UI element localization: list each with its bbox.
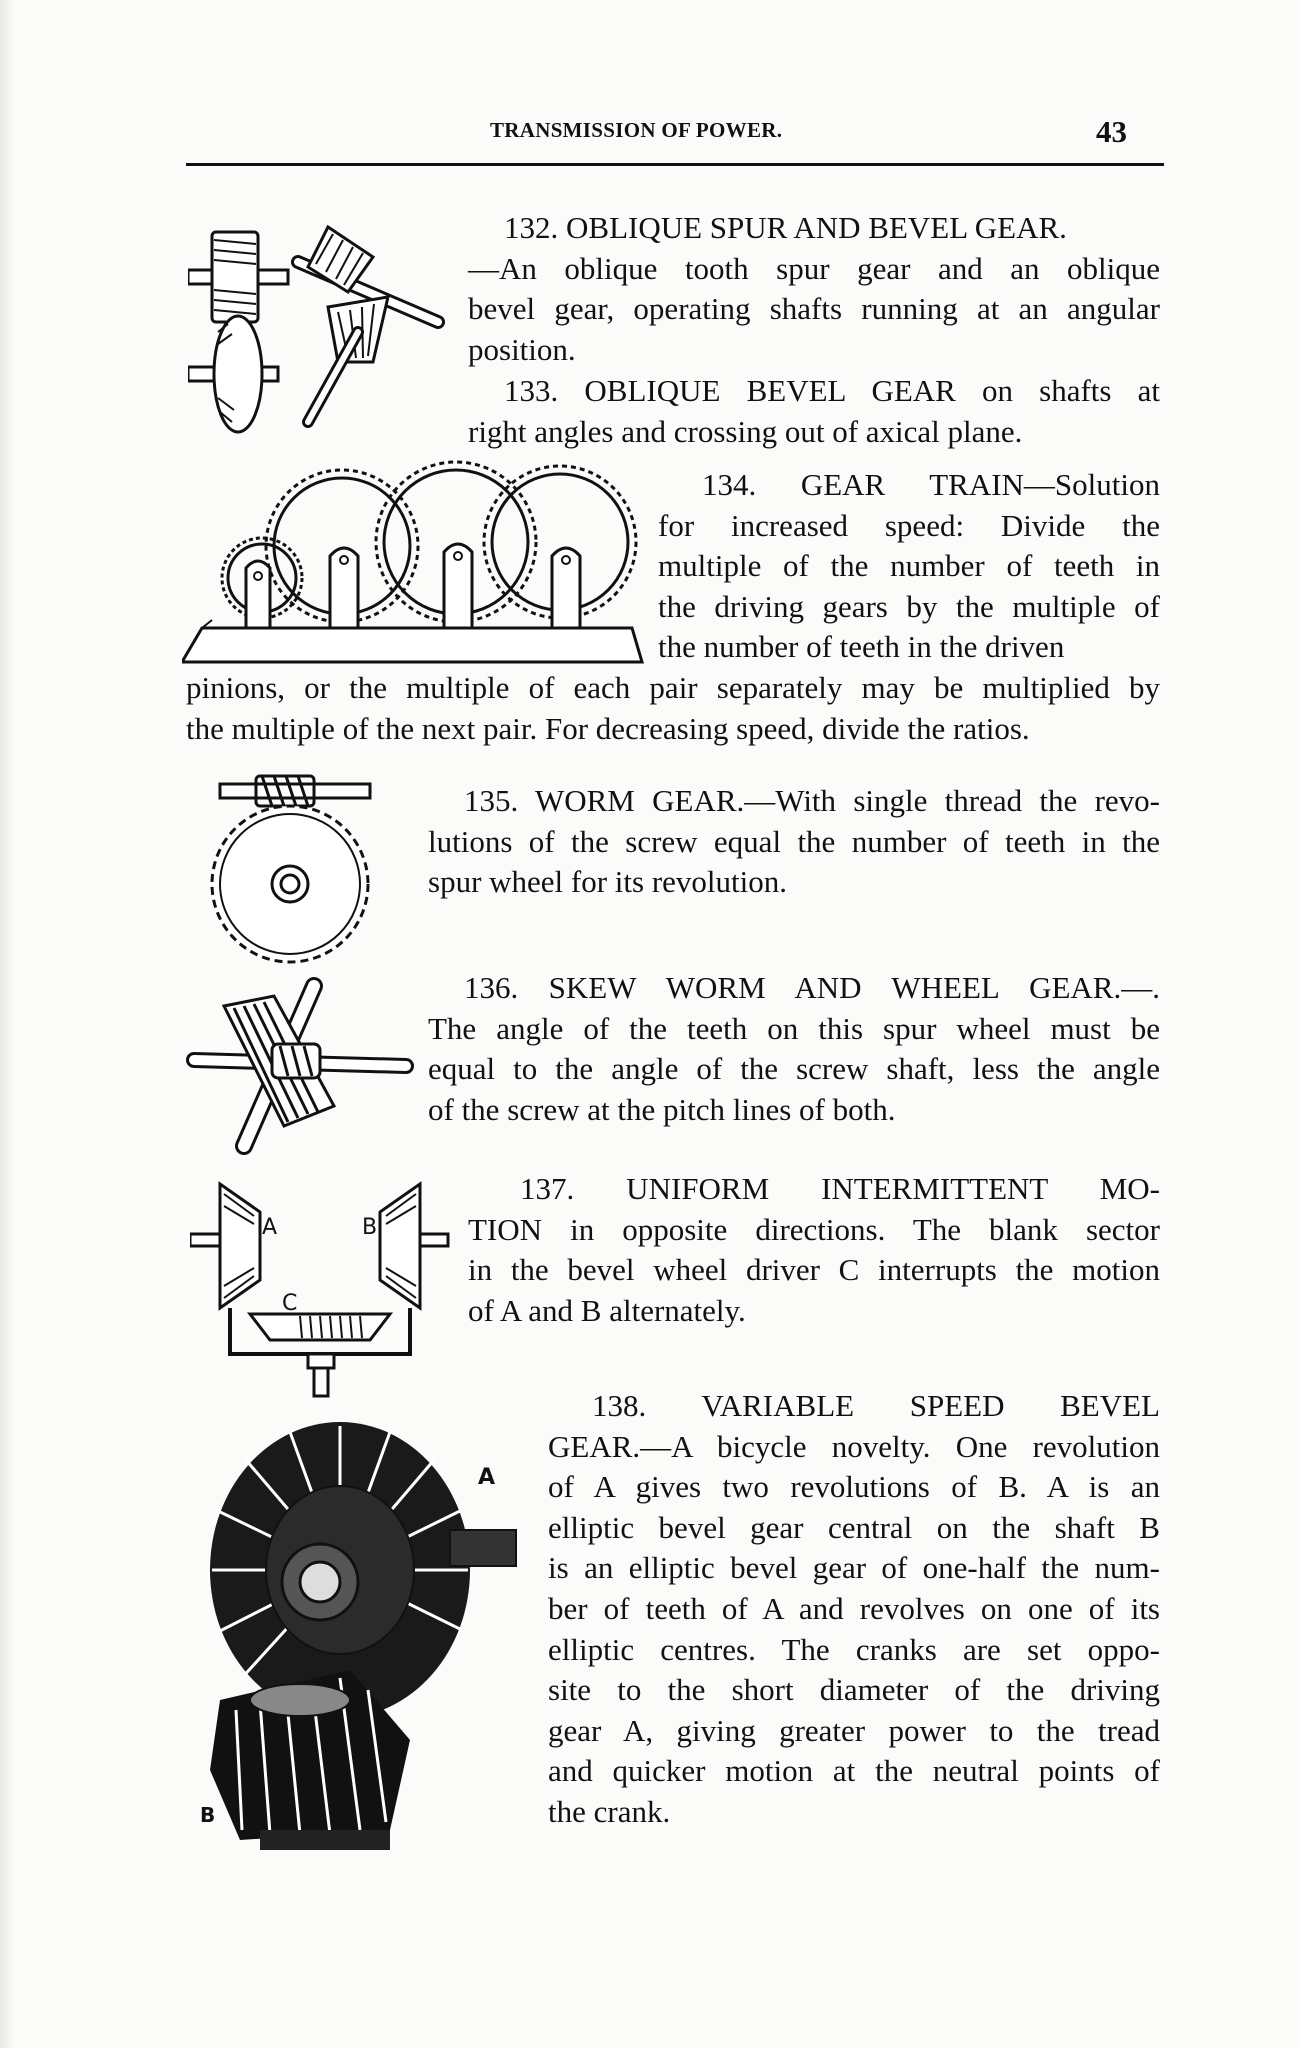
text-line: ber of teeth of A and revolves on one of its [548, 1590, 1160, 1626]
figure-label-a: A [478, 1465, 496, 1490]
page-edge-shadow [0, 0, 14, 2048]
figure-label-b: B [200, 1803, 216, 1827]
text-line: pinions, or the multiple of each pair separately may be multiplied by [186, 670, 1160, 705]
figure-label-a: A [262, 1215, 278, 1240]
text-line: equal to the angle of the screw shaft, less the angle [428, 1051, 1160, 1087]
text-line: GEAR.—A bicycle novelty. One revolution [548, 1428, 1160, 1464]
text-line: —An oblique tooth spur gear and an oblique [468, 250, 1160, 286]
figure-label-c: C [282, 1291, 298, 1316]
text-line: the crank. [548, 1793, 671, 1829]
text-line: 136. SKEW WORM AND WHEEL GEAR.—. [464, 970, 1160, 1005]
text-line: lutions of the screw equal the number of teeth in the [428, 823, 1160, 859]
text-line: bevel gear, operating shafts running at an angular [468, 291, 1160, 327]
text-line: in the bevel wheel driver C interrupts the motion [468, 1252, 1160, 1288]
figure-label-b: B [362, 1215, 378, 1240]
text-line: the number of teeth in the driven [658, 629, 1065, 665]
text-line: the multiple of the next pair. For decreasing speed, divide the ratios. [186, 710, 1030, 746]
section-132-text [468, 208, 1160, 370]
section-135-text [428, 781, 1160, 903]
text-line: of A gives two revolutions of B. A is an [548, 1469, 1160, 1505]
text-line: position. [468, 331, 576, 367]
text-line: and quicker motion at the neutral points of [548, 1753, 1160, 1789]
text-line: spur wheel for its revolution. [428, 864, 788, 900]
text-line: 133. OBLIQUE BEVEL GEAR on shafts at [504, 373, 1160, 408]
text-line: for increased speed: Divide the [658, 507, 1160, 543]
section-134-continuation [186, 668, 1160, 749]
skew-worm-gear-illustration [184, 976, 414, 1156]
text-line: multiple of the number of teeth in [658, 548, 1160, 584]
text-line: TION in opposite directions. The blank sector [468, 1211, 1160, 1247]
text-line: 137. UNIFORM INTERMITTENT MO- [520, 1171, 1160, 1206]
section-136-text [428, 968, 1160, 1130]
section-133-text [468, 371, 1160, 452]
text-line: elliptic bevel gear central on the shaft B [548, 1509, 1160, 1545]
text-line: gear A, giving greater power to the tread [548, 1712, 1160, 1748]
worm-gear-illustration [200, 772, 376, 968]
variable-speed-bevel-gear-illustration [200, 1410, 536, 1850]
intermittent-motion-illustration [190, 1164, 454, 1398]
text-line: The angle of the teeth on this spur wheel must be [428, 1010, 1160, 1046]
header-rule [186, 163, 1164, 166]
text-line: the driving gears by the multiple of [658, 588, 1160, 624]
text-line: elliptic centres. The cranks are set oppo- [548, 1631, 1160, 1667]
section-134-text [658, 465, 1160, 668]
running-head: TRANSMISSION OF POWER. [490, 118, 783, 142]
text-line: is an elliptic bevel gear of one-half the num- [548, 1550, 1160, 1586]
section-137-text [468, 1169, 1160, 1331]
text-line: 138. VARIABLE SPEED BEVEL [592, 1388, 1160, 1423]
text-line: right angles and crossing out of axical plane. [468, 413, 1023, 449]
gear-train-illustration [182, 460, 652, 670]
text-line: of A and B alternately. [468, 1292, 746, 1328]
section-138-text [548, 1386, 1160, 1833]
text-line: of the screw at the pitch lines of both. [428, 1091, 896, 1127]
text-line: site to the short diameter of the driving [548, 1672, 1160, 1708]
text-line: 132. OBLIQUE SPUR AND BEVEL GEAR. [504, 210, 1067, 245]
text-line: 134. GEAR TRAIN—Solution [702, 467, 1160, 502]
oblique-spur-and-bevel-gear-illustration [188, 222, 450, 437]
text-line: 135. WORM GEAR.—With single thread the revo- [464, 783, 1160, 818]
page-number: 43 [1096, 114, 1127, 149]
